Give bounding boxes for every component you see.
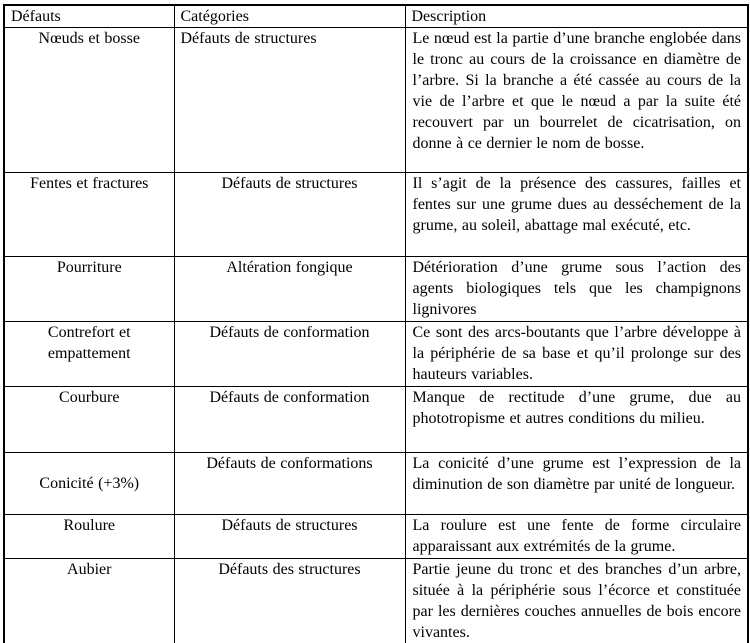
category-cell: Défauts de conformation <box>174 322 405 387</box>
defect-cell: Nœuds et bosse <box>4 28 174 173</box>
description-cell: Partie jeune du tronc et des branches d’un arbre, située à la périphérie sous l’écorce et constituée par les dernières couches annuelles de bois encore vivantes. <box>405 559 748 643</box>
category-cell: Défauts de structures <box>174 173 405 257</box>
description-cell: Il s’agit de la présence des cassures, failles et fentes sur une grume dues au desséchement de la grume, au soleil, abattage mal exécuté, etc. <box>405 173 748 257</box>
category-cell: Défauts des structures <box>174 559 405 643</box>
description-cell: Le nœud est la partie d’une branche englobée dans le tronc au cours de la croissance en diamètre de l’arbre. Si la branche a été cassée au cours de la vie de l’arbre et que le nœud a par la suite été recouvert par un bourrelet de cicatrisation, on donne à ce dernier le nom de bosse. <box>405 28 748 173</box>
table-row <box>4 28 748 173</box>
defect-cell: Contrefort et empattement <box>4 322 174 387</box>
description-cell: Détérioration d’une grume sous l’action des agents biologiques tels que les champignons lignivores <box>405 257 748 322</box>
category-cell: Défauts de conformation <box>174 387 405 453</box>
header-description: Description <box>405 5 748 28</box>
table-row <box>4 322 748 387</box>
table-header-row <box>4 5 748 28</box>
description-cell: La roulure est une fente de forme circulaire apparaissant aux extrémités de la grume. <box>405 515 748 559</box>
defect-cell: Conicité (+3%) <box>4 453 174 515</box>
table-row <box>4 387 748 453</box>
table-row <box>4 257 748 322</box>
category-cell: Défauts de structures <box>174 515 405 559</box>
defect-cell: Courbure <box>4 387 174 453</box>
defect-cell: Pourriture <box>4 257 174 322</box>
table-row <box>4 515 748 559</box>
defect-cell: Fentes et fractures <box>4 173 174 257</box>
table-row <box>4 173 748 257</box>
table-row <box>4 453 748 515</box>
category-cell: Défauts de conformations <box>174 453 405 515</box>
header-categories: Catégories <box>174 5 405 28</box>
header-defauts: Défauts <box>4 5 174 28</box>
description-cell: Manque de rectitude d’une grume, due au phototropisme et autres conditions du milieu. <box>405 387 748 453</box>
defect-cell: Roulure <box>4 515 174 559</box>
description-cell: Ce sont des arcs-boutants que l’arbre développe à la périphérie de sa base et qu’il prolonge sur des hauteurs variables. <box>405 322 748 387</box>
category-cell: Défauts de structures <box>174 28 405 173</box>
defect-cell: Aubier <box>4 559 174 643</box>
table-row <box>4 559 748 643</box>
description-cell: La conicité d’une grume est l’expression de la diminution de son diamètre par unité de longueur. <box>405 453 748 515</box>
category-cell: Altération fongique <box>174 257 405 322</box>
defects-table <box>3 4 749 643</box>
